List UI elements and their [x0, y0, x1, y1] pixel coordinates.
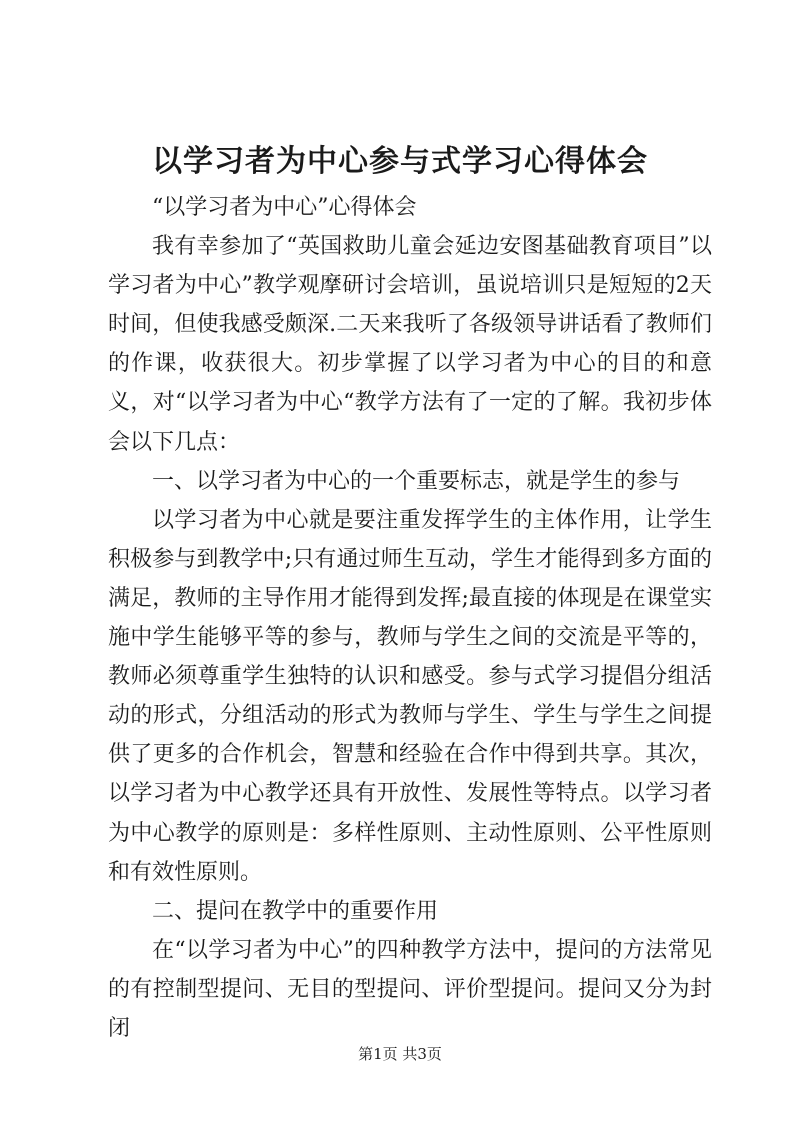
document-body	[108, 188, 712, 1048]
document-title: 以学习者为中心参与式学习心得体会	[152, 144, 648, 179]
intro-paragraph: 我有幸参加了“英国救助儿童会延边安图基础教育项目”以学习者为中心”教学观摩研讨会培训，虽说培训只是短短的2天时间，但使我感受颇深.二天来我听了各级领导讲话看了教师们的作课，收获很大。初步掌握了以学习者为中心的目的和意义，对“以学习者为中心“教学方法有了一定的了解。我初步体会以下几点：	[108, 234, 712, 455]
page-footer: 第1页 共3页	[358, 1045, 442, 1063]
section-heading-2: 二、提问在教学中的重要作用	[152, 898, 439, 924]
section-paragraph-1: 以学习者为中心就是要注重发挥学生的主体作用，让学生积极参与到教学中;只有通过师生互动，学生才能得到多方面的满足，教师的主导作用才能得到发挥;最直接的体现是在课堂实施中学生能够平等的参与，教师与学生之间的交流是平等的，教师必须尊重学生独特的认识和感受。参与式学习提倡分组活动的形式，分组活动的形式为教师与学生、学生与学生之间提供了更多的合作机会，智慧和经验在合作中得到共享。其次，以学习者为中心教学还具有开放性、发展性等特点。以学习者为中心教学的原则是：多样性原则、主动性原则、公平性原则和有效性原则。	[108, 507, 712, 885]
section-paragraph-2: 在“以学习者为中心”的四种教学方法中，提问的方法常见的有控制型提问、无目的型提问、评价型提问。提问又分为封闭	[108, 937, 712, 1041]
section-heading-1: 一、以学习者为中心的一个重要标志，就是学生的参与	[152, 468, 681, 494]
subtitle-paragraph: “以学习者为中心”心得体会	[152, 195, 417, 220]
